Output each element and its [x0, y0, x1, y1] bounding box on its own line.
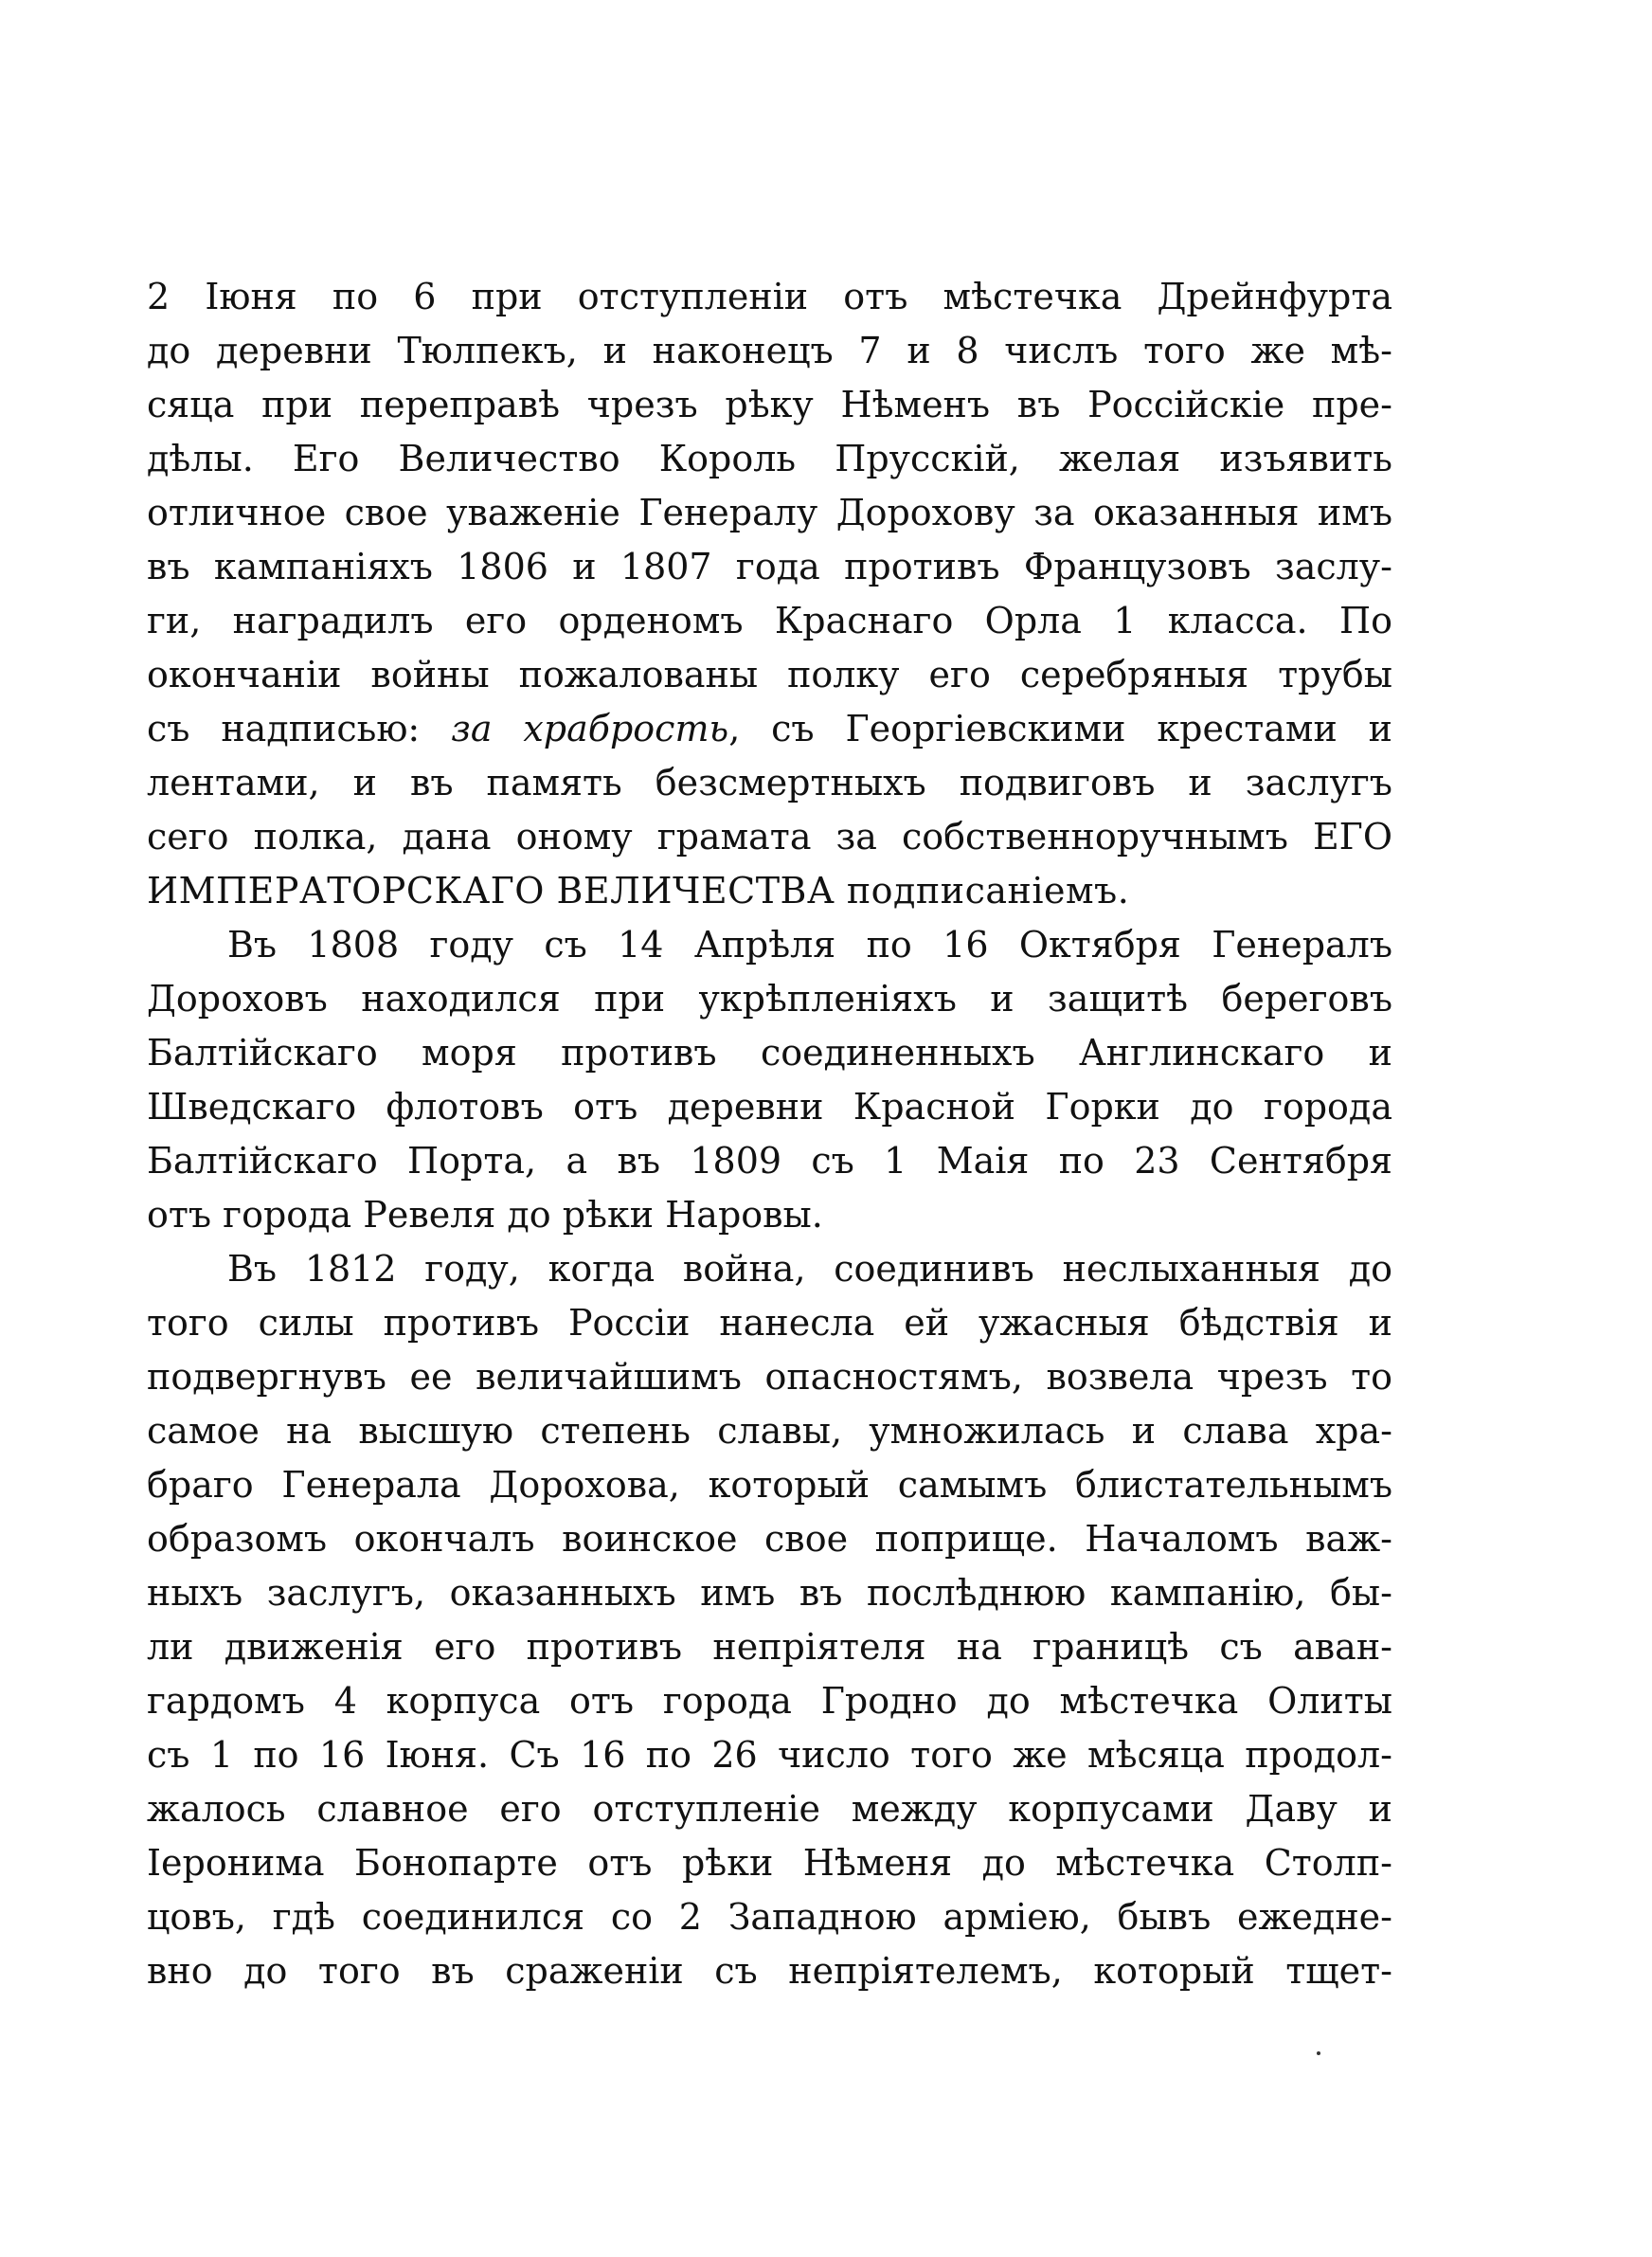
- text-line: сяца при переправѣ чрезъ рѣку Нѣменъ въ Россійскіе пре-: [147, 384, 1392, 425]
- text-line: вно до того въ сраженіи съ непріятелемъ, который тщет-: [147, 1950, 1392, 1992]
- text-line: съ 1 по 16 Іюня. Съ 16 по 26 число того же мѣсяца продол-: [147, 1734, 1392, 1776]
- text-line: браго Генерала Дорохова, который самымъ блистательнымъ: [147, 1464, 1392, 1506]
- text-line: образомъ окончалъ воинское свое поприще. Началомъ важ-: [147, 1518, 1392, 1560]
- emphasized-phrase: за храбрость: [451, 708, 729, 749]
- text-line: Въ 1812 году, когда война, соединивъ неслыханныя до: [227, 1248, 1392, 1290]
- text-line: до деревни Тюлпекъ, и наконецъ 7 и 8 числъ того же мѣ-: [147, 330, 1392, 371]
- text-line: самое на высшую степень славы, умножилась и слава хра-: [147, 1410, 1392, 1452]
- paragraph-1: [147, 270, 1392, 918]
- text-line: цовъ, гдѣ соединился со 2 Западною арміею, бывъ ежедне-: [147, 1896, 1392, 1938]
- text-line: сего полка, дана оному грамата за собственноручнымъ ЕГО: [147, 816, 1392, 858]
- text-line: ги, наградилъ его орденомъ Краснаго Орла 1 класса. По: [147, 600, 1392, 641]
- text-line: Въ 1808 году съ 14 Апрѣля по 16 Октября Генералъ: [227, 924, 1392, 966]
- text-line: Шведскаго флотовъ отъ деревни Красной Горки до города: [147, 1086, 1392, 1128]
- text-line: Іеронима Бонопарте отъ рѣки Нѣменя до мѣстечка Столп-: [147, 1842, 1392, 1884]
- text-line: Балтійскаго Порта, а въ 1809 съ 1 Маія по 23 Сентября: [147, 1140, 1392, 1182]
- text-line: отличное свое уваженіе Генералу Дорохову за оказанныя имъ: [147, 492, 1392, 533]
- print-speck: [1317, 2051, 1320, 2055]
- text-line: Дороховъ находился при укрѣпленіяхъ и защитѣ береговъ: [147, 978, 1392, 1020]
- text-line: жалось славное его отступленіе между корпусами Даву и: [147, 1788, 1392, 1830]
- text-line: ИМПЕРАТОРСКАГО ВЕЛИЧЕСТВА подписаніемъ.: [147, 870, 1130, 912]
- text-line: окончаніи войны пожалованы полку его серебряныя трубы: [147, 654, 1392, 695]
- text-line: ли движенія его противъ непріятеля на границѣ съ аван-: [147, 1626, 1392, 1668]
- text-line: того силы противъ Россіи нанесла ей ужасныя бѣдствія и: [147, 1302, 1392, 1344]
- text-line-with-emphasis: [147, 702, 1392, 756]
- text-line: 2 Іюня по 6 при отступленіи отъ мѣстечка Дрейнфурта: [147, 276, 1392, 317]
- text-line: гардомъ 4 корпуса отъ города Гродно до мѣстечка Олиты: [147, 1680, 1392, 1722]
- text-line: лентами, и въ память безсмертныхъ подвиговъ и заслугъ: [147, 762, 1392, 803]
- paragraph-2: [147, 918, 1392, 1242]
- paragraph-3: [147, 1242, 1392, 1998]
- body-text: [147, 270, 1392, 1998]
- text-line: подвергнувъ ее величайшимъ опасностямъ, возвела чрезъ то: [147, 1356, 1392, 1398]
- text-line: дѣлы. Его Величество Король Прусскій, желая изъявить: [147, 438, 1392, 479]
- text-line: въ кампаніяхъ 1806 и 1807 года противъ Французовъ заслу-: [147, 546, 1392, 587]
- text-segment: , съ Георгіевскими крестами и: [728, 708, 1392, 749]
- text-segment: съ надписью:: [147, 708, 452, 749]
- text-line: ныхъ заслугъ, оказанныхъ имъ въ послѣднюю кампанію, бы-: [147, 1572, 1392, 1614]
- text-line: отъ города Ревеля до рѣки Наровы.: [147, 1194, 823, 1236]
- text-line: Балтійскаго моря противъ соединенныхъ Англинскаго и: [147, 1032, 1392, 1074]
